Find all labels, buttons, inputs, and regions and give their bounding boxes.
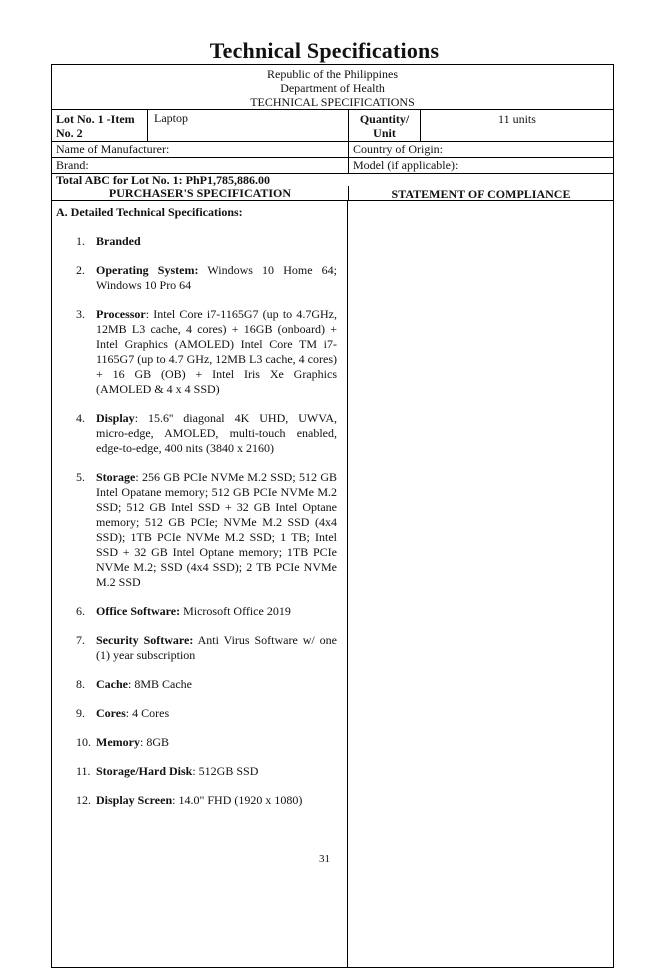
- spec-item-description: : 14.0" FHD (1920 x 1080): [172, 793, 303, 807]
- manufacturer-field: Name of Manufacturer:: [56, 142, 170, 156]
- spec-item-description: : 4 Cores: [125, 706, 170, 720]
- spec-item-label: Office Software:: [96, 604, 181, 618]
- spec-item-label: Operating System:: [96, 263, 199, 277]
- spec-item: [76, 764, 337, 779]
- spec-item-text: [96, 764, 337, 779]
- spec-item: [76, 604, 337, 619]
- brand-row: [52, 158, 613, 174]
- abc-and-columns: [52, 174, 613, 201]
- spec-item-number: 11.: [76, 764, 91, 778]
- spec-item-text: [96, 633, 337, 663]
- brand-field: Brand:: [56, 158, 89, 172]
- spec-item: [76, 793, 337, 808]
- spec-item-label: Cache: [96, 677, 128, 691]
- spec-item-number: 12.: [76, 793, 91, 807]
- spec-item-label: Branded: [96, 234, 141, 248]
- page-title: Technical Specifications: [209, 38, 440, 63]
- header-line-2: Department of Health: [280, 81, 385, 95]
- table-header: [52, 65, 613, 110]
- spec-item-label: Display: [96, 411, 135, 425]
- header-line-3: TECHNICAL SPECIFICATIONS: [250, 95, 415, 109]
- total-abc: Total ABC for Lot No. 1: PhP1,785,886.00: [56, 173, 271, 187]
- spec-item-number: 10.: [76, 735, 91, 749]
- quantity-value: 11 units: [420, 110, 613, 141]
- spec-item-label: Cores: [96, 706, 126, 720]
- spec-item-number: 7.: [76, 633, 85, 647]
- spec-item: [76, 263, 337, 293]
- column-headers: [52, 186, 613, 200]
- quantity-label: Quantity/ Unit: [348, 110, 420, 141]
- spec-item: [76, 234, 337, 249]
- spec-item-description: Windows 10 Home 64; Windows 10 Pro 64: [96, 263, 337, 292]
- purchaser-spec-header: PURCHASER'S SPECIFICATION: [108, 186, 292, 200]
- spec-item-number: 6.: [76, 604, 85, 618]
- spec-item-text: [96, 470, 337, 590]
- spec-item: [76, 470, 337, 590]
- spec-item: [76, 735, 337, 750]
- spec-item-label: Storage: [96, 470, 136, 484]
- spec-item-text: [96, 677, 337, 692]
- spec-item: [76, 706, 337, 721]
- spec-item: [76, 307, 337, 397]
- spec-item-description: : 8GB: [139, 735, 169, 749]
- spec-item-text: [96, 735, 337, 750]
- spec-item-number: 1.: [76, 234, 85, 248]
- spec-item-text: [96, 604, 337, 619]
- section-title: A. Detailed Technical Specifications:: [56, 205, 243, 219]
- origin-field: Country of Origin:: [348, 142, 613, 157]
- spec-item-label: Display Screen: [96, 793, 173, 807]
- page-number: 31: [319, 853, 330, 865]
- model-field: Model (if applicable):: [348, 158, 613, 173]
- spec-item: [76, 411, 337, 456]
- spec-item-description: Anti Virus Software w/ one (1) year subscription: [96, 633, 337, 662]
- lot-label: Lot No. 1 -Item No. 2: [56, 112, 135, 140]
- spec-item-text: [96, 263, 337, 293]
- spec-item-label: Processor: [96, 307, 146, 321]
- spec-item-number: 2.: [76, 263, 85, 277]
- spec-item-description: : 512GB SSD: [192, 764, 259, 778]
- spec-item-description: : 15.6'' diagonal 4K UHD, UWVA, micro-edge, AMOLED, multi-touch enabled, edge-to-edge, 400 nits (3840 x 2160): [96, 411, 337, 455]
- spec-item-text: [96, 234, 337, 249]
- spec-item-number: 5.: [76, 470, 85, 484]
- header-line-1: Republic of the Philippines: [267, 67, 398, 81]
- spec-item-description: : 8MB Cache: [128, 677, 192, 691]
- compliance-header: STATEMENT OF COMPLIANCE: [348, 186, 613, 200]
- lot-item: Laptop: [147, 110, 348, 141]
- spec-item-description: : Intel Core i7-1165G7 (up to 4.7GHz, 12MB L3 cache, 4 cores) + 16GB (onboard) + Intel Graphics (AMOLED) Intel Core TM i7-1165G7 (up to 4.7 GHz, 12MB L3 cache, 4 cores) + 16 GB (OB) + Intel Iris Xe Graphics (AMOLED & 4 x 4 SSD): [96, 307, 337, 396]
- spec-item-text: [96, 411, 337, 456]
- spec-item-number: 9.: [76, 706, 85, 720]
- spec-item: [76, 633, 337, 663]
- spec-item-number: 8.: [76, 677, 85, 691]
- spec-table: [51, 64, 614, 968]
- spec-item-text: [96, 706, 337, 721]
- spec-item-description: Microsoft Office 2019: [180, 604, 291, 618]
- spec-item-number: 4.: [76, 411, 85, 425]
- spec-item-label: Security Software:: [96, 633, 194, 647]
- spec-item-text: [96, 793, 337, 808]
- spec-item-label: Memory: [96, 735, 140, 749]
- spec-list: [56, 234, 337, 808]
- spec-item-text: [96, 307, 337, 397]
- spec-item-description: : 256 GB PCIe NVMe M.2 SSD; 512 GB Intel Opatane memory; 512 GB PCIe NVMe M.2 SSD; 512 GB Intel SSD + 32 GB Intel Optane memory; 512 GB PCIe; NVMe M.2 SSD (4x4 SSD); 1TB PCIe NVMe M.2 SSD; 1 TB; Intel SSD + 32 GB Intel Optane memory; 1TB PCIe NVMe M.2; SSD (4x4 SSD); 2 TB PCIe NVMe M.2 SSD: [96, 470, 337, 589]
- spec-item: [76, 677, 337, 692]
- spec-item-label: Storage/Hard Disk: [96, 764, 193, 778]
- manufacturer-row: [52, 142, 613, 158]
- spec-item-number: 3.: [76, 307, 85, 321]
- lot-row: [52, 110, 613, 142]
